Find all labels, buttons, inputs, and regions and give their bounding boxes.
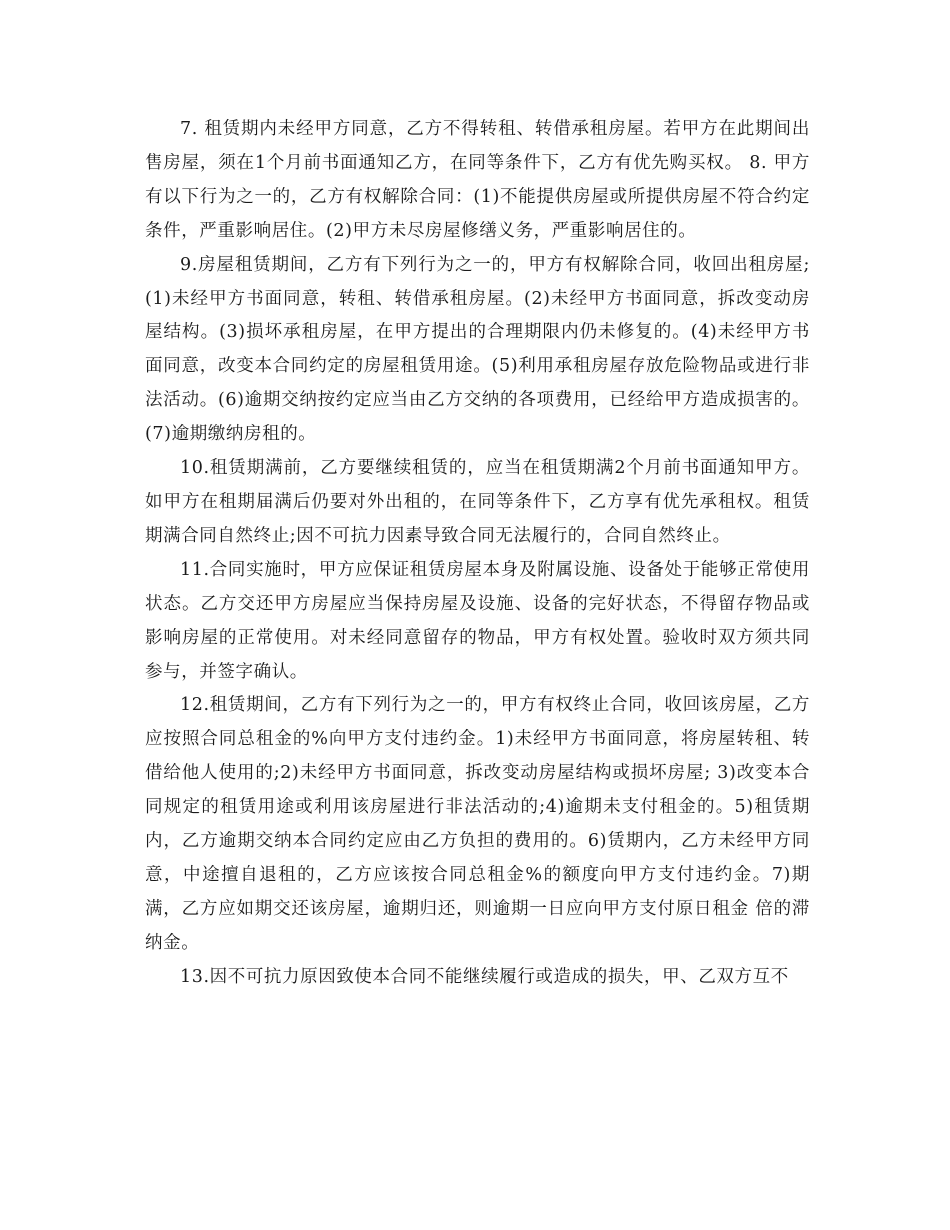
clause-12-paragraph: 12.租赁期间，乙方有下列行为之一的，甲方有权终止合同，收回该房屋，乙方应按照合同总租金的%向甲方支付违约金。1)未经甲方书面同意，将房屋转租、转借给他人使用的;2)未经甲方书面同意，拆改变动房屋结构或损坏房屋; 3)改变本合同规定的租赁用途或利用该房屋进行非法活动的;4)逾期未支付租金的。5)租赁期内，乙方逾期交纳本合同约定应由乙方负担的费用的。6)赁期内，乙方未经甲方同意，中途擅自退租的，乙方应该按合同总租金%的额度向甲方支付违约金。7)期满，乙方应如期交还该房屋，逾期归还，则逾期一日应向甲方支付原日租金 倍的滞纳金。	[145, 695, 810, 953]
clause-7-8-paragraph: 7. 租赁期内未经甲方同意，乙方不得转租、转借承租房屋。若甲方在此期间出售房屋，须在1个月前书面通知乙方，在同等条件下，乙方有优先购买权。 8. 甲方有以下行为之一的，乙方有权解除合同：(1)不能提供房屋或所提供房屋不符合约定条件，严重影响居住。(2)甲方未尽房屋修缮义务，严重影响居住的。	[145, 119, 810, 241]
clause-13-paragraph: 13.因不可抗力原因致使本合同不能继续履行或造成的损失，甲、乙双方互不	[180, 966, 789, 987]
clause-10-paragraph: 10.租赁期满前，乙方要继续租赁的，应当在租赁期满2个月前书面通知甲方。如甲方在租期届满后仍要对外出租的，在同等条件下，乙方享有优先承租权。租赁期满合同自然终止;因不可抗力因素导致合同无法履行的，合同自然终止。	[145, 458, 810, 546]
clause-9-paragraph: 9.房屋租赁期间，乙方有下列行为之一的，甲方有权解除合同，收回出租房屋;(1)未经甲方书面同意，转租、转借承租房屋。(2)未经甲方书面同意，拆改变动房屋结构。(3)损坏承租房屋，在甲方提出的合理期限内仍未修复的。(4)未经甲方书面同意，改变本合同约定的房屋租赁用途。(5)利用承租房屋存放危险物品或进行非法活动。(6)逾期交纳按约定应当由乙方交纳的各项费用，已经给甲方造成损害的。(7)逾期缴纳房租的。	[145, 254, 810, 445]
document-body	[145, 113, 810, 995]
clause-11-paragraph: 11.合同实施时，甲方应保证租赁房屋本身及附属设施、设备处于能够正常使用状态。乙方交还甲方房屋应当保持房屋及设施、设备的完好状态，不得留存物品或影响房屋的正常使用。对未经同意留存的物品，甲方有权处置。验收时双方须共同参与，并签字确认。	[145, 559, 810, 682]
